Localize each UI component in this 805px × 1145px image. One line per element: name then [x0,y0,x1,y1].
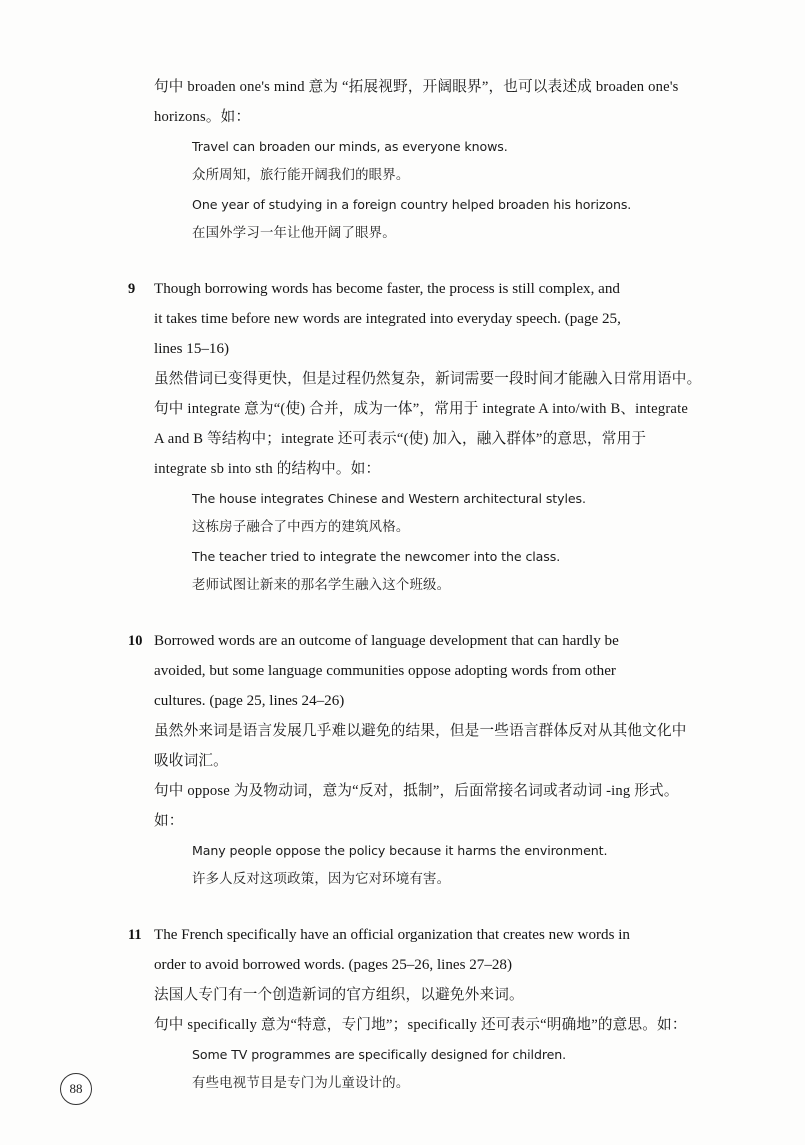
list-item [128,920,703,1098]
example-sentence-en: One year of studying in a foreign country helped broaden his horizons. [192,197,632,212]
item-number: 9 [128,281,136,297]
item-chinese-line: 吸收词汇。 [154,753,228,769]
item-english-line: avoided, but some language communities oppose adopting words from other [154,663,616,679]
page-content [128,72,703,1124]
intro-block [154,72,703,248]
item-english-line: lines 15–16) [154,341,230,357]
example-sentence-zh: 在国外学习一年让他开阔了眼界。 [192,226,396,241]
example-sentence-en: The teacher tried to integrate the newcomer into the class. [192,549,561,564]
example-sentence-zh: 老师试图让新来的那名学生融入这个班级。 [192,578,451,593]
page-number: 88 [60,1073,92,1105]
intro-examples [192,132,703,248]
intro-line: horizons。如： [154,109,251,125]
example-sentence-en: Travel can broaden our minds, as everyone knows. [192,139,508,154]
item-chinese-line: 法国人专门有一个创造新词的官方组织，以避免外来词。 [154,987,524,1003]
example-sentence-zh: 这栋房子融合了中西方的建筑风格。 [192,520,410,535]
example-sentence-zh: 许多人反对这项政策，因为它对环境有害。 [192,872,451,887]
item-examples [192,484,703,600]
example-sentence-en: Many people oppose the policy because it harms the environment. [192,843,608,858]
example-sentence-en: Some TV programmes are specifically designed for children. [192,1047,567,1062]
item-english-line: The French specifically have an official organization that creates new words in [154,927,630,943]
item-english-line: order to avoid borrowed words. (pages 25–26, lines 27–28) [154,957,512,973]
example-sentence-zh: 有些电视节目是专门为儿童设计的。 [192,1076,410,1091]
item-chinese-line: 虽然外来词是语言发展几乎难以避免的结果，但是一些语言群体反对从其他文化中 [154,723,687,739]
example-sentence-en: The house integrates Chinese and Western architectural styles. [192,491,586,506]
item-note-line: 句中 specifically 意为“特意，专门地”；specifically 还可表示“明确地”的意思。如： [154,1017,687,1033]
item-english-line: Though borrowing words has become faster, the process is still complex, and [154,281,620,297]
item-examples [192,836,703,894]
intro-line: 句中 broaden one's mind 意为 “拓展视野，开阔眼界”，也可以表述成 broaden one's [154,79,679,95]
item-english-line: it takes time before new words are integrated into everyday speech. (page 25, [154,311,621,327]
item-chinese-line: 虽然借词已变得更快，但是过程仍然复杂，新词需要一段时间才能融入日常用语中。 [154,371,702,387]
item-english-line: Borrowed words are an outcome of language development that can hardly be [154,633,619,649]
item-note-line: integrate sb into sth 的结构中。如： [154,461,381,477]
item-number: 10 [128,633,143,649]
item-note-line: 句中 integrate 意为“(使) 合并，成为一体”，常用于 integrate A into/with B、integrate [154,401,689,417]
item-note-line: A and B 等结构中；integrate 还可表示“(使) 加入，融入群体”的意思，常用于 [154,431,647,447]
item-examples [192,1040,703,1098]
item-note-line: 句中 oppose 为及物动词，意为“反对，抵制”，后面常接名词或者动词 -ing 形式。如： [154,783,679,829]
list-item [128,626,703,894]
item-number: 11 [128,927,142,943]
list-item [128,274,703,600]
item-english-line: cultures. (page 25, lines 24–26) [154,693,345,709]
example-sentence-zh: 众所周知，旅行能开阔我们的眼界。 [192,168,410,183]
